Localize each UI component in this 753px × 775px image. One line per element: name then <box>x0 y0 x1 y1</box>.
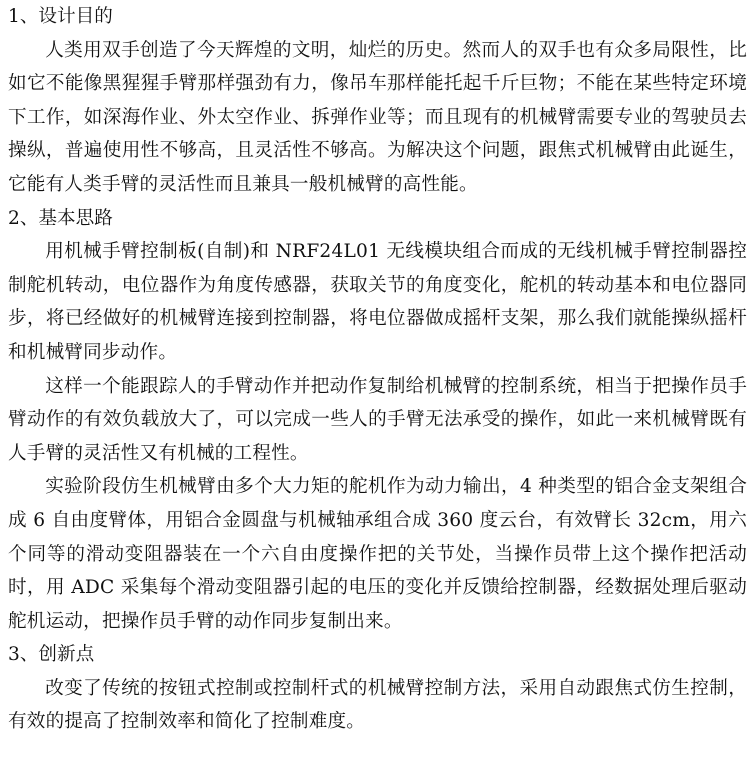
section-heading-design-purpose: 1、设计目的 <box>8 6 113 27</box>
section-innovation <box>8 638 747 739</box>
section-basic-idea <box>8 202 747 639</box>
paragraph-design-purpose: 人类用双手创造了今天辉煌的文明，灿烂的历史。然而人的双手也有众多局限性，比如它不能像黑猩猩手臂那样强劲有力，像吊车那样能托起千斤巨物；不能在某些特定环境下工作，如深海作业、外太空作业、拆弹作业等；而且现有的机械臂需要专业的驾驶员去操纵，普遍使用性不够高，且灵活性不够高。为解决这个问题，跟焦式机械臂由此诞生，它能有人类手臂的灵活性而且兼具一般机械臂的高性能。 <box>8 39 747 195</box>
section-heading-innovation: 3、创新点 <box>8 644 95 666</box>
section-heading-basic-idea: 2、基本思路 <box>8 207 113 229</box>
paragraph-experimental-stage: 实验阶段仿生机械臂由多个大力矩的舵机作为动力输出，4 种类型的铝合金支架组合成 6 自由度臂体，用铝合金圆盘与机械轴承组合成 360 度云台，有效臂长 32cm，用六个同等的滑动变阻器装在一个六自由度操作把的关节处，当操作员带上这个操作把活动时，用 ADC 采集每个滑动变阻器引起的电压的变化并反馈给控制器，经数据处理后驱动舵机运动，把操作员手臂的动作同步复制出来。 <box>8 476 747 632</box>
paragraph-tracking-system: 这样一个能跟踪人的手臂动作并把动作复制给机械臂的控制系统，相当于把操作员手臂动作的有效负载放大了，可以完成一些人的手臂无法承受的操作，如此一来机械臂既有人手臂的灵活性又有机械的工程性。 <box>8 375 747 464</box>
paragraph-controller-overview: 用机械手臂控制板(自制)和 NRF24L01 无线模块组合而成的无线机械手臂控制器控制舵机转动，电位器作为角度传感器，获取关节的角度变化，舵机的转动基本和电位器同步，将已经做好的机械臂连接到控制器，将电位器做成摇杆支架，那么我们就能操纵摇杆和机械臂同步动作。 <box>8 241 747 363</box>
paragraph-innovation: 改变了传统的按钮式控制或控制杆式的机械臂控制方法，采用自动跟焦式仿生控制，有效的提高了控制效率和简化了控制难度。 <box>8 677 747 733</box>
section-design-purpose <box>8 0 747 202</box>
